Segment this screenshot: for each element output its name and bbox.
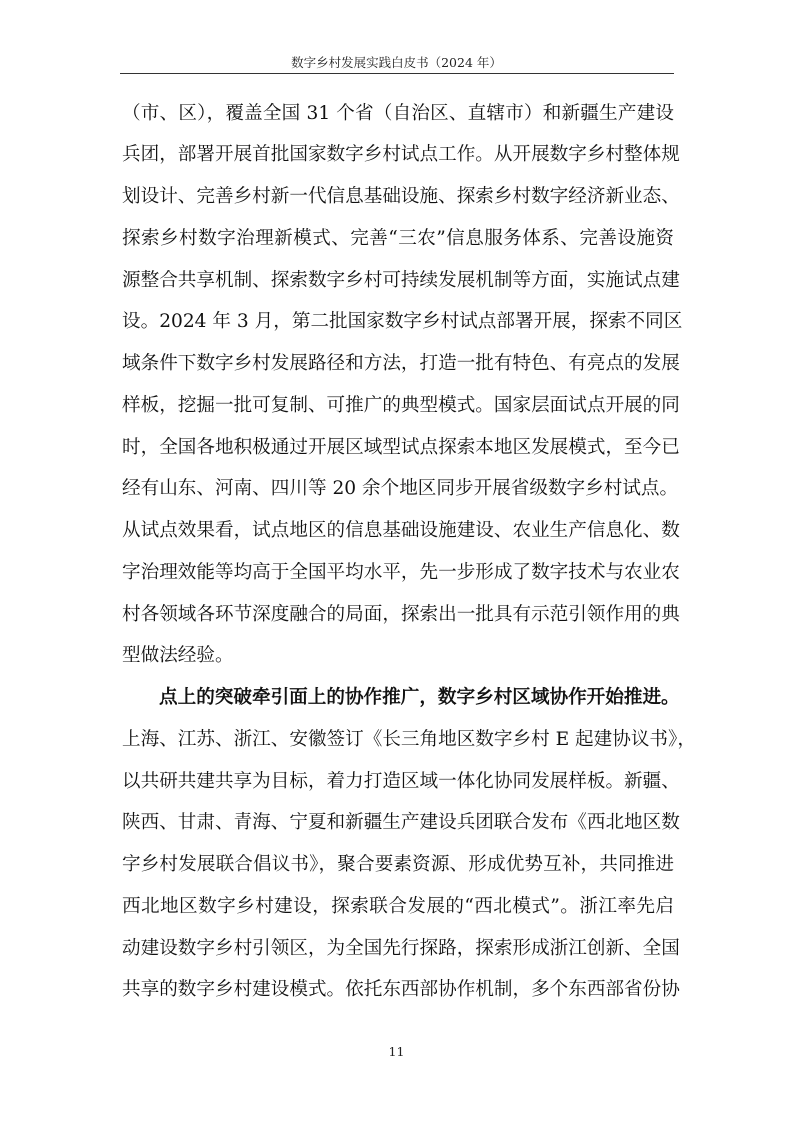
- body-line: 陕西、甘肃、青海、宁夏和新疆生产建设兵团联合发布《西北地区数: [122, 812, 680, 833]
- body-line: 西北地区数字乡村建设，探索联合发展的“西北模式”。浙江率先启: [122, 896, 674, 917]
- body-line: 设。2024 年 3 月，第二批国家数字乡村试点部署开展，探索不同区: [122, 311, 683, 332]
- body-line: 字乡村发展联合倡议书》，聚合要素资源、形成优势互补，共同推进: [122, 854, 674, 875]
- body-line: 上海、江苏、浙江、安徽签订《长三角地区数字乡村 E 起建协议书》，: [122, 729, 696, 750]
- body-line: 字治理效能等均高于全国平均水平，先一步形成了数字技术与农业农: [122, 562, 680, 583]
- body-line: 经有山东、河南、四川等 20 余个地区同步开展省级数字乡村试点。: [122, 478, 679, 499]
- body-line: 域条件下数字乡村发展路径和方法，打造一批有特色、有亮点的发展: [122, 353, 680, 374]
- body-line: 兵团，部署开展首批国家数字乡村试点工作。从开展数字乡村整体规: [122, 144, 680, 165]
- header-divider: [120, 73, 674, 74]
- body-line: （市、区），覆盖全国 31 个省（自治区、直辖市）和新疆生产建设: [122, 103, 674, 124]
- page-number: 11: [388, 1044, 405, 1059]
- body-line: 时，全国各地积极通过开展区域型试点探索本地区发展模式，至今已: [122, 437, 680, 458]
- body-line: 划设计、完善乡村新一代信息基础设施、探索乡村数字经济新业态、: [122, 186, 680, 207]
- running-header: 数字乡村发展实践白皮书（2024 年）: [291, 55, 502, 70]
- body-line: 探索乡村数字治理新模式、完善“三农”信息服务体系、完善设施资: [122, 228, 674, 249]
- body-line: 从试点效果看，试点地区的信息基础设施建设、农业生产信息化、数: [122, 520, 680, 541]
- body-line: 样板，挖掘一批可复制、可推广的典型模式。国家层面试点开展的同: [122, 395, 680, 416]
- body-line: 型做法经验。: [122, 645, 234, 666]
- body-line: 动建设数字乡村引领区，为全国先行探路，探索形成浙江创新、全国: [122, 938, 680, 959]
- body-line: 村各领域各环节深度融合的局面，探索出一批具有示范引领作用的典: [122, 604, 680, 625]
- body-line: 源整合共享机制、探索数字乡村可持续发展机制等方面，实施试点建: [122, 270, 680, 291]
- body-line: 以共研共建共享为目标，着力打造区域一体化协同发展样板。新疆、: [122, 771, 680, 792]
- section-lead-sentence: 点上的突破牵引面上的协作推广，数字乡村区域协作开始推进。: [159, 687, 680, 708]
- body-line: 共享的数字乡村建设模式。依托东西部协作机制，多个东西部省份协: [122, 979, 680, 1000]
